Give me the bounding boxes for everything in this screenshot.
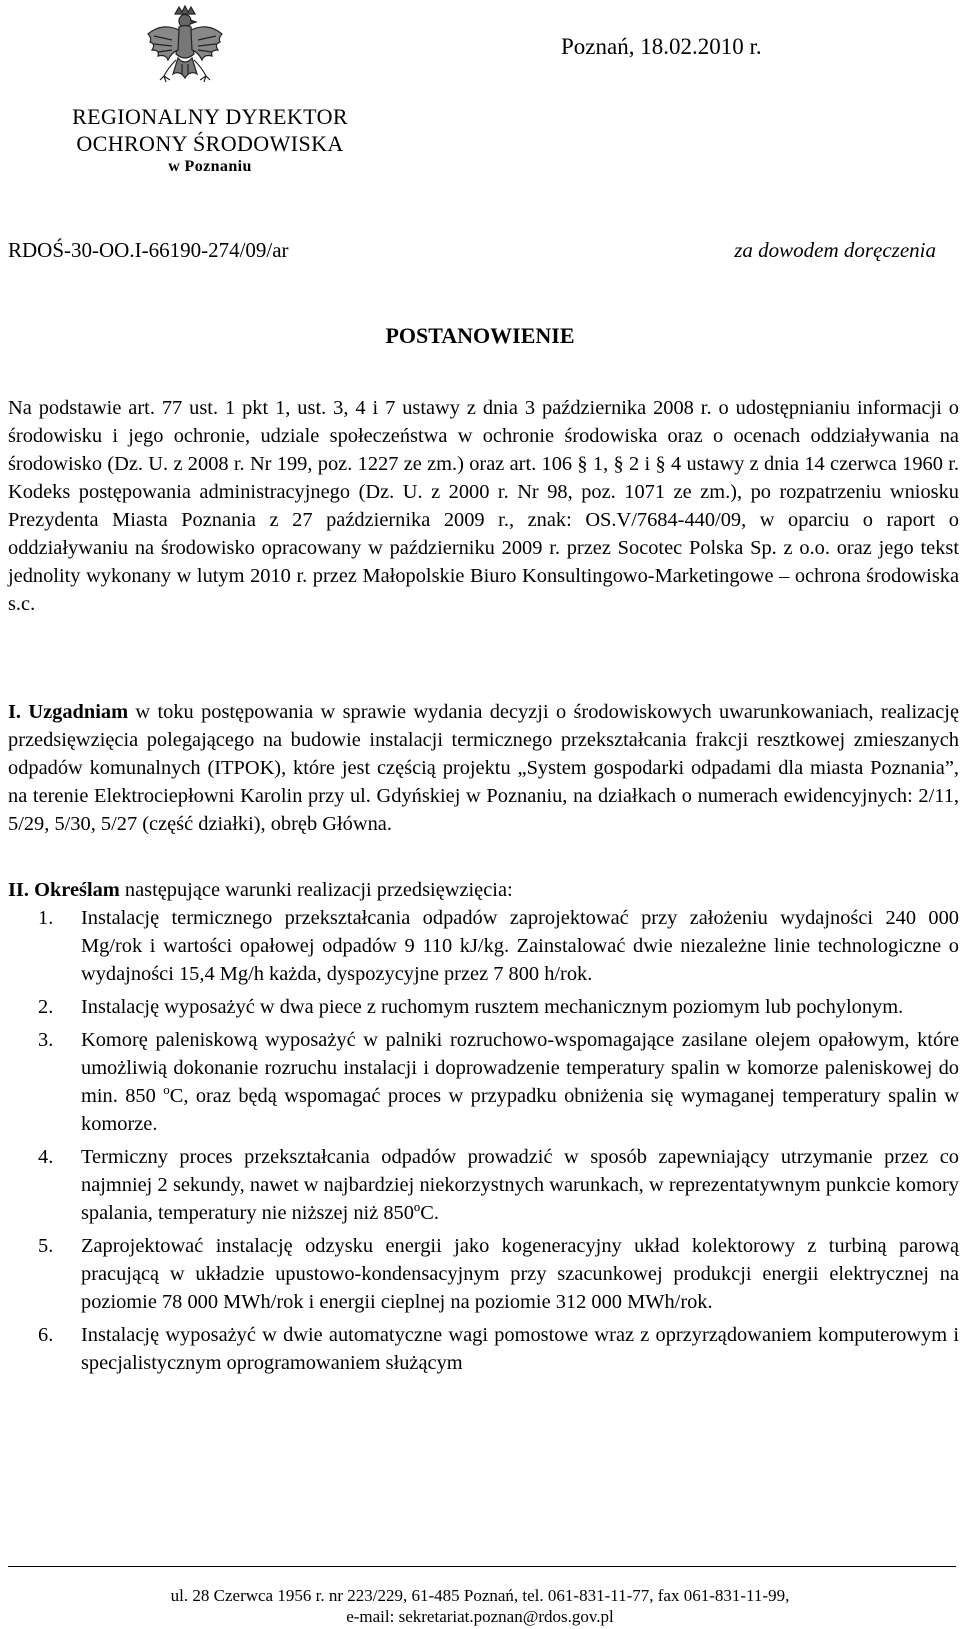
organization-line-2: OCHRONY ŚRODOWISKA: [76, 131, 344, 156]
list-item-text-part: Komorę paleniskową wyposażyć w palniki rozruchowo-wspomagające zasilane olejem opałowym, które umożliwią dokonanie rozruchu instalacji i doprowadzenie temperatury spalin w komorze paleniskowej do min. 850: [81, 1029, 959, 1107]
polish-eagle-emblem-icon: [142, 4, 228, 100]
list-item-text: Zaprojektować instalację odzysku energii jako kogeneracyjny układ kolektorowy z turbiną parową pracującą w układzie upustowo-kondensacyjnym przy szacunkowej produkcji energii elektrycznej na poziomie 78 000 MWh/rok i energii cieplnej na poziomie 312 000 MWh/rok.: [81, 1235, 959, 1313]
section-1-paragraph: [8, 698, 959, 838]
footer-email: e-mail: sekretariat.poznan@rdos.gov.pl: [346, 1607, 614, 1626]
list-item-number: 3.: [38, 1029, 54, 1051]
delivery-note: za dowodem doręczenia: [734, 238, 936, 262]
list-item: [8, 993, 959, 1021]
list-item-text: Instalację termicznego przekształcania odpadów zaprojektować przy założeniu wydajności 240 000 Mg/rok i wartości opałowej odpadów 9 110 kJ/kg. Zainstalować dwie niezależne linie technologiczne o wydajności 15,4 Mg/h każda, dyspozycyjne przez 7 800 h/rok.: [81, 907, 959, 985]
list-item-number: 1.: [38, 907, 54, 929]
section-2-text: następujące warunki realizacji przedsięwzięcia:: [119, 879, 513, 901]
list-item: [8, 1232, 959, 1316]
section-2-heading: [8, 876, 959, 904]
legal-basis-paragraph: Na podstawie art. 77 ust. 1 pkt 1, ust. 3, 4 i 7 ustawy z dnia 3 października 2008 r. o udostępnianiu informacji o środowisku i jego ochronie, udziale społeczeństwa w ochronie środowiska oraz o ocenach oddziaływania na środowisko (Dz. U. z 2008 r. Nr 199, poz. 1227 ze zm.) oraz art. 106 § 1, § 2 i § 4 ustawy z dnia 14 czerwca 1960 r. Kodeks postępowania administracyjnego (Dz. U. z 2000 r. Nr 98, poz. 1071 ze zm.), po rozpatrzeniu wniosku Prezydenta Miasta Poznania z 27 października 2009 r., znak: OS.V/7684-440/09, w oparciu o raport o oddziaływaniu na środowisko opracowany w październiku 2009 r. przez Socotec Polska Sp. z o.o. oraz jego tekst jednolity wykonany w lutym 2010 r. przez Małopolskie Biuro Konsultingowo-Marketingowe – ochrona środowiska s.c.: [8, 397, 959, 615]
section-1-numeral: I.: [8, 701, 22, 723]
place-and-date: Poznań, 18.02.2010 r.: [561, 34, 762, 59]
document-title: POSTANOWIENIE: [385, 323, 575, 348]
organization-line-3: w Poznaniu: [168, 158, 252, 175]
list-item-text-part: C, oraz będą wspomagać proces w przypadku obniżenia się wymaganej temperatury spalin w komorze.: [81, 1085, 959, 1135]
section-1-text: w toku postępowania w sprawie wydania decyzji o środowiskowych uwarunkowaniach, realizację przedsięwzięcia polegającego na budowie instalacji termicznego przekształcania frakcji resztkowej zmieszanych odpadów komunalnych (ITPOK), które jest częścią projektu „System gospodarki odpadami dla miasta Poznania”, na terenie Elektrociepłowni Karolin przy ul. Gdyńskiej w Poznaniu, na działkach o numerach ewidencyjnych: 2/11, 5/29, 5/30, 5/27 (część działki), obręb Główna.: [8, 701, 959, 835]
list-item-text: Instalację wyposażyć w dwa piece z ruchomym rusztem mechanicznym poziomym lub pochylonym.: [81, 996, 904, 1018]
section-1-lead: Uzgadniam: [28, 701, 129, 723]
section-2-lead: Określam: [34, 879, 120, 901]
list-item-number: 6.: [38, 1324, 54, 1346]
list-item-number: 2.: [38, 996, 54, 1018]
organization-line-1: REGIONALNY DYREKTOR: [72, 104, 348, 129]
conditions-list: [8, 904, 959, 1377]
list-item-text: Instalację wyposażyć w dwie automatyczne wagi pomostowe wraz z oprzyrządowaniem komputerowym i specjalistycznym oprogramowaniem służącym: [81, 1324, 959, 1374]
list-item: [8, 904, 959, 988]
list-item-number: 5.: [38, 1235, 54, 1257]
list-item-number: 4.: [38, 1146, 54, 1168]
footer-divider: [8, 1566, 956, 1567]
section-2-numeral: II.: [8, 879, 29, 901]
list-item: [8, 1143, 959, 1227]
footer-address: ul. 28 Czerwca 1956 r. nr 223/229, 61-485 Poznań, tel. 061-831-11-77, fax 061-831-11-99,: [170, 1586, 790, 1605]
list-item: [8, 1026, 959, 1138]
reference-number: RDOŚ-30-OO.I-66190-274/09/ar: [8, 238, 289, 262]
organization-block: [40, 103, 380, 177]
list-item-text: Termiczny proces przekształcania odpadów prowadzić w sposób zapewniający utrzymanie przez co najmniej 2 sekundy, nawet w najbardziej niekorzystnych warunkach, w reprezentatywnym punkcie komory spalania, temperatury nie niższej niż 850ºC.: [81, 1146, 959, 1224]
degree-superscript: o: [163, 1082, 170, 1098]
list-item: [8, 1321, 959, 1377]
list-item-text: [81, 1029, 959, 1135]
